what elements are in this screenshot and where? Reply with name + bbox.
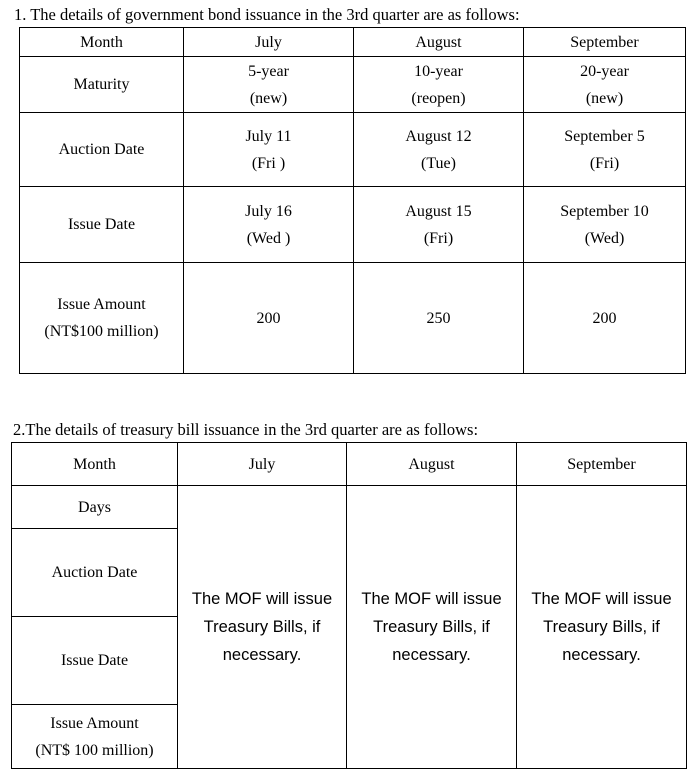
table-cell — [184, 113, 354, 187]
row-label: Issue Date — [12, 617, 178, 705]
table-cell: 250 — [354, 263, 524, 374]
cell-line: (Tue) — [421, 154, 456, 172]
label-line: Issue Amount — [50, 714, 139, 732]
header-month: Month — [20, 28, 184, 57]
bond-section-heading: 1. The details of government bond issuance in the 3rd quarter are as follows: — [14, 5, 520, 24]
header-september: September — [524, 28, 686, 57]
cell-line: September 5 — [564, 127, 645, 145]
row-label: Auction Date — [20, 113, 184, 187]
table-cell: 200 — [184, 263, 354, 374]
cell-line: July 11 — [245, 127, 292, 145]
cell-line: (new) — [585, 89, 624, 107]
cell-line: 5-year — [248, 62, 289, 80]
header-august: August — [347, 443, 517, 486]
cell-line: (reopen) — [411, 89, 466, 107]
cell-line: (Fri ) — [251, 154, 286, 172]
july-bill-note: The MOF will issue Treasury Bills, if necessary. — [178, 486, 347, 769]
table-header-row — [12, 443, 687, 486]
row-label: Auction Date — [12, 529, 178, 617]
august-bill-note: The MOF will issue Treasury Bills, if necessary. — [347, 486, 517, 769]
cell-line: July 16 — [245, 202, 292, 220]
label-line: (NT$ 100 million) — [35, 741, 154, 759]
cell-line: (Wed ) — [246, 229, 291, 247]
table-header-row — [20, 28, 686, 57]
header-july: July — [184, 28, 354, 57]
row-label — [12, 705, 178, 769]
table-cell — [354, 187, 524, 263]
issue-amount-row — [20, 263, 686, 374]
cell-line: (new) — [249, 89, 288, 107]
label-line: (NT$100 million) — [44, 323, 159, 340]
table-cell — [524, 187, 686, 263]
table-cell — [354, 57, 524, 113]
cell-line: August 15 — [405, 202, 472, 220]
table-cell — [184, 187, 354, 263]
header-july: July — [178, 443, 347, 486]
cell-line: 20-year — [580, 62, 629, 80]
cell-line: (Fri) — [589, 154, 620, 172]
table-cell — [524, 113, 686, 187]
table-cell: 200 — [524, 263, 686, 374]
header-month: Month — [12, 443, 178, 486]
bill-section-heading: 2.The details of treasury bill issuance in the 3rd quarter are as follows: — [13, 420, 479, 439]
row-label — [20, 263, 184, 374]
label-line: Issue Amount — [57, 296, 146, 313]
days-row — [12, 486, 687, 529]
cell-line: 10-year — [414, 62, 463, 80]
row-label: Maturity — [20, 57, 184, 113]
issue-date-row — [20, 187, 686, 263]
cell-line: September 10 — [560, 202, 649, 220]
row-label: Days — [12, 486, 178, 529]
maturity-row — [20, 57, 686, 113]
bill-issuance-table — [11, 442, 687, 769]
cell-line: August 12 — [405, 127, 472, 145]
cell-line: (Fri) — [423, 229, 454, 247]
september-bill-note: The MOF will issue Treasury Bills, if necessary. — [517, 486, 687, 769]
table-cell — [524, 57, 686, 113]
row-label: Issue Date — [20, 187, 184, 263]
table-cell — [184, 57, 354, 113]
header-september: September — [517, 443, 687, 486]
cell-line: (Wed) — [584, 229, 625, 247]
bond-issuance-table — [19, 27, 686, 374]
table-cell — [354, 113, 524, 187]
header-august: August — [354, 28, 524, 57]
auction-date-row — [20, 113, 686, 187]
